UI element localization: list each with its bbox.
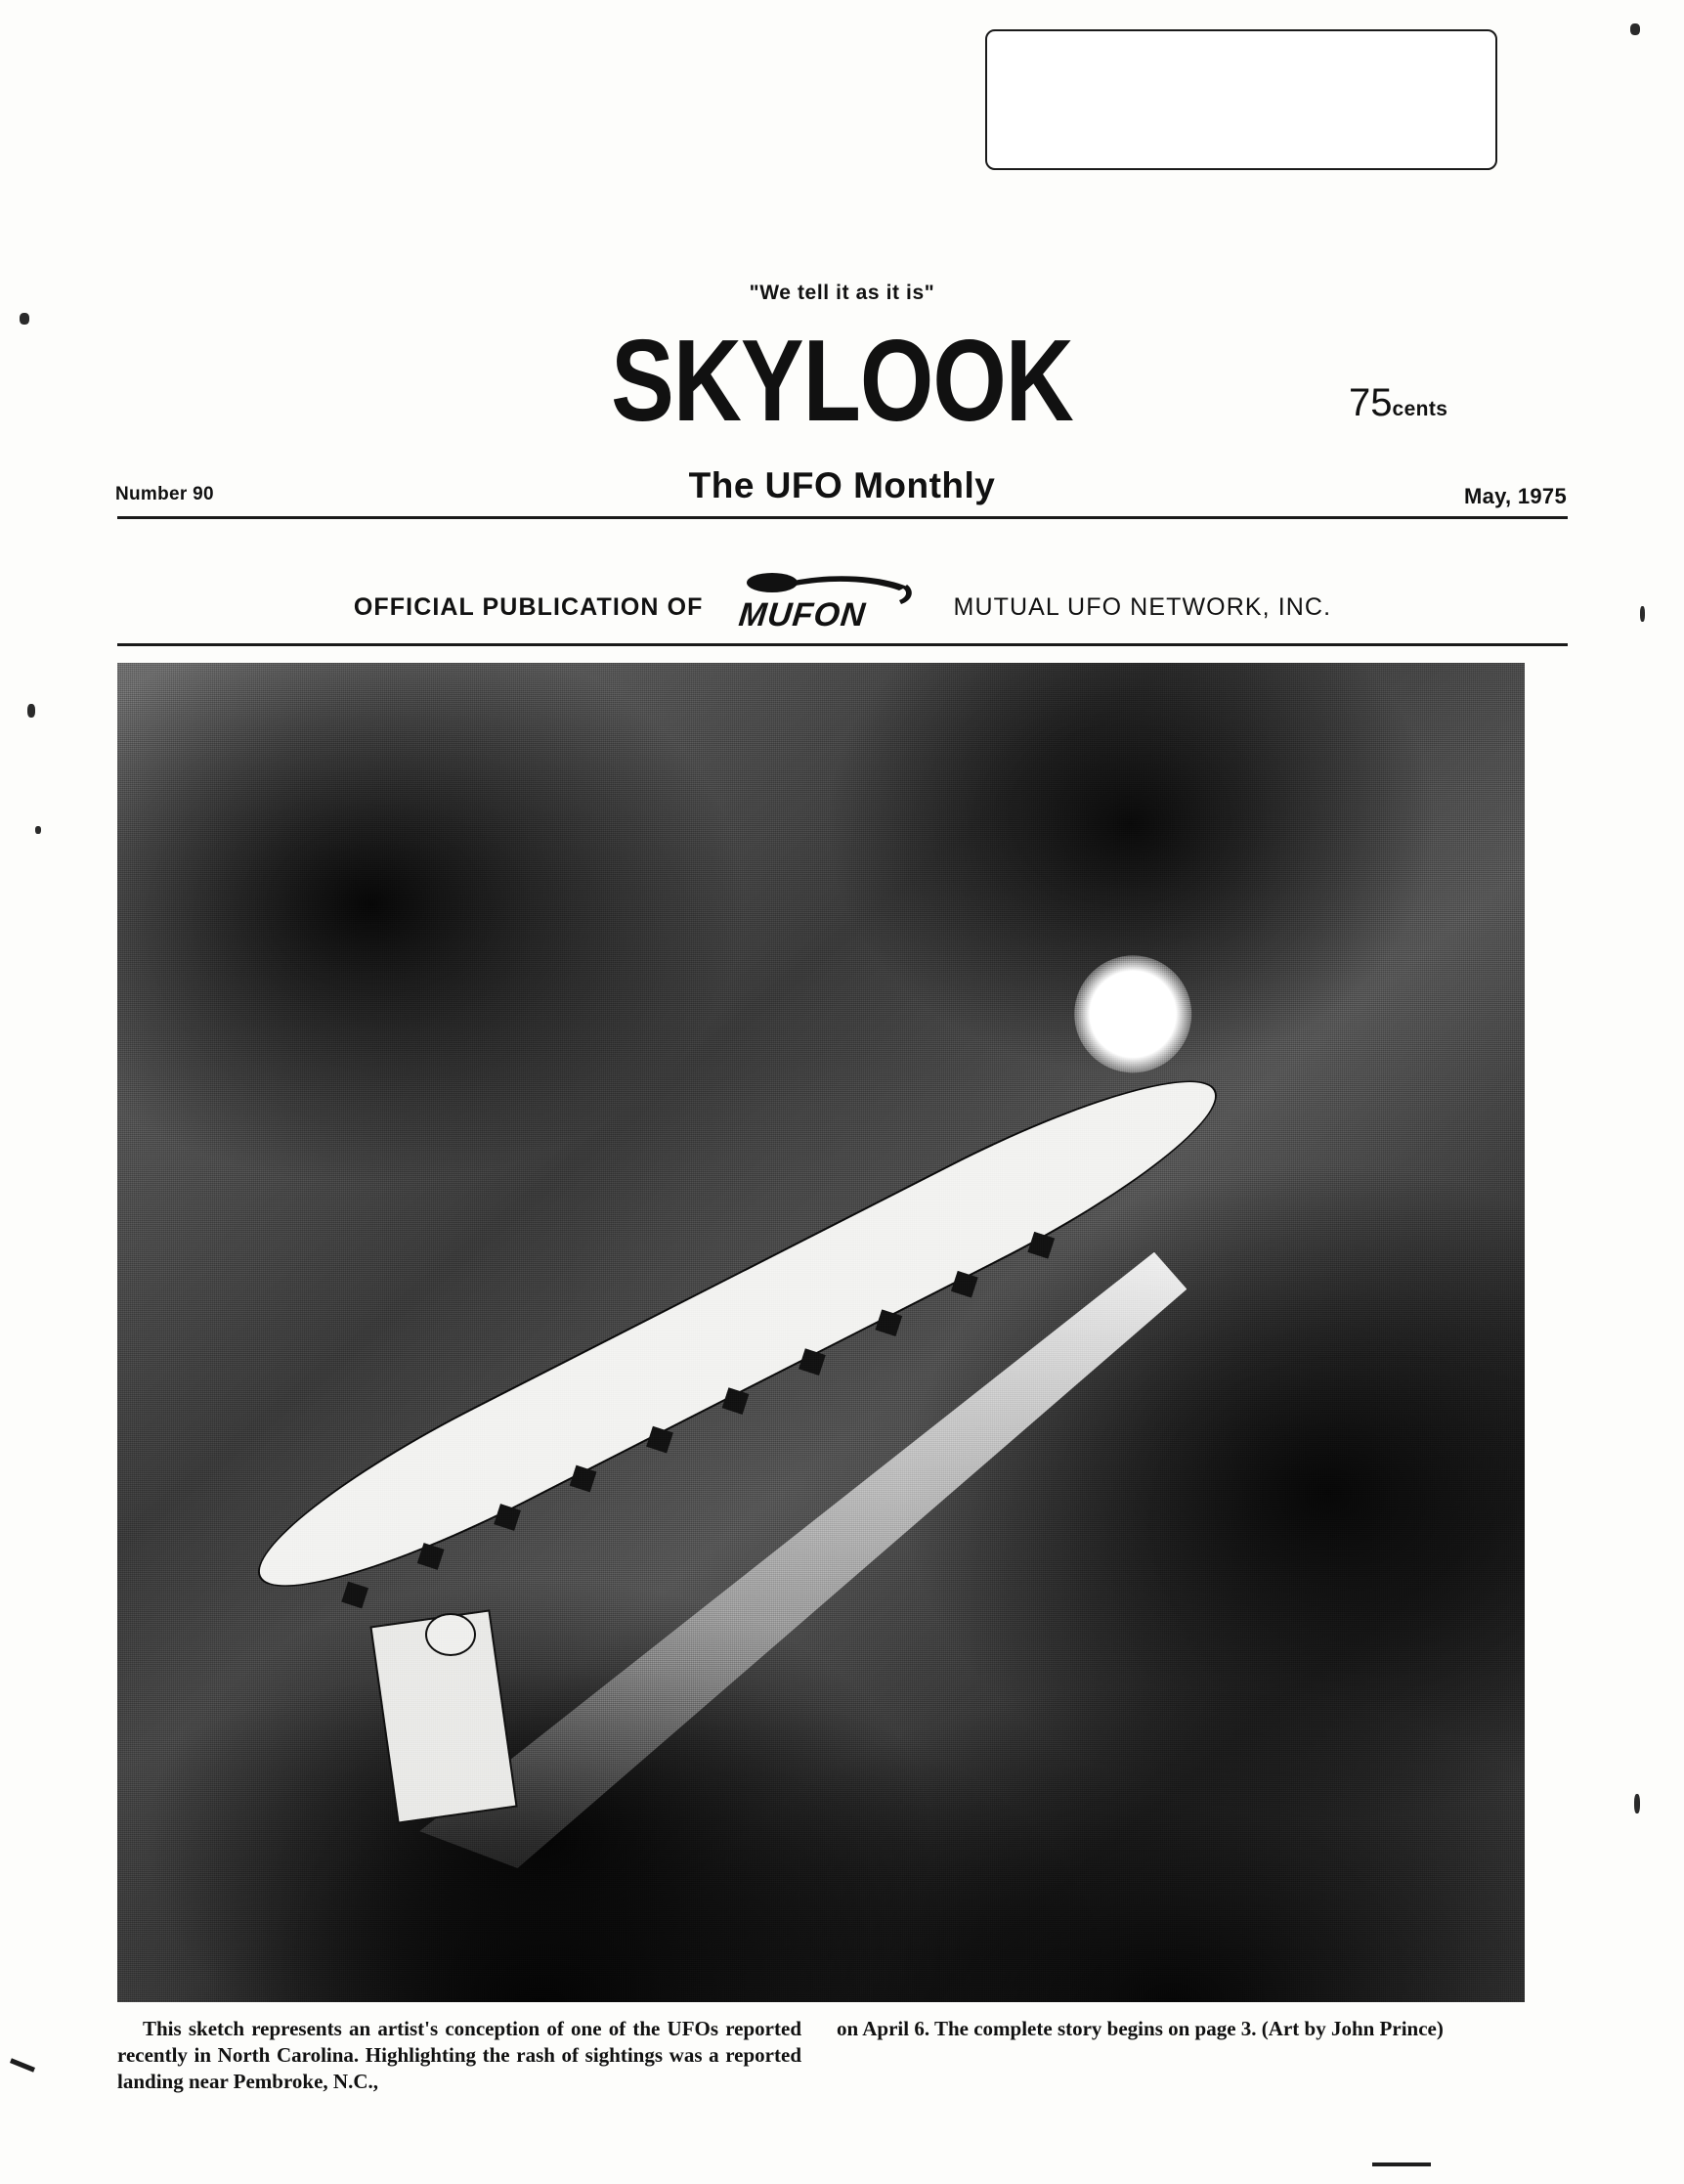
scan-speck (1630, 23, 1640, 35)
publication-line-right: MUTUAL UFO NETWORK, INC. (953, 592, 1332, 621)
page-title: SKYLOOK (611, 315, 1073, 446)
issue-date: May, 1975 (1463, 484, 1567, 508)
scan-speck (20, 313, 29, 325)
cover-price-amount: 75 (1349, 381, 1393, 424)
mufon-wordmark: MUFON (736, 596, 868, 633)
cover-price-unit: cents (1392, 398, 1448, 420)
caption-text-right: on April 6. The complete story begins on page 3. (Art by John Prince) (837, 2017, 1444, 2040)
divider-top (117, 516, 1568, 519)
mufon-logo-icon (725, 573, 932, 641)
scan-speck (35, 826, 41, 834)
publication-line (117, 573, 1568, 641)
subtitle: The UFO Monthly (688, 465, 996, 505)
cover-caption (117, 2016, 1564, 2095)
publication-line-left: OFFICIAL PUBLICATION OF (353, 592, 704, 621)
cover-price (1349, 381, 1593, 425)
caption-column-right (837, 2016, 1521, 2095)
cover-illustration (117, 663, 1525, 2002)
issue-number: Number 90 (115, 484, 214, 504)
scan-speck (1634, 1794, 1640, 1813)
divider-bottom (117, 643, 1568, 646)
scan-edge-mark (1372, 2162, 1431, 2166)
scan-speck (1640, 606, 1645, 622)
halftone-texture (117, 663, 1525, 2002)
blank-label-box (985, 29, 1497, 170)
scan-fold-mark (10, 2058, 35, 2072)
caption-text-left: This sketch represents an artist's conception of one of the UFOs reported recently in North Carolina. Highlighting the rash of sightings was a reported landing near Pembroke, N.C., (117, 2017, 801, 2093)
scan-speck (27, 704, 35, 718)
tagline: "We tell it as it is" (749, 282, 935, 304)
caption-column-left (117, 2016, 801, 2095)
